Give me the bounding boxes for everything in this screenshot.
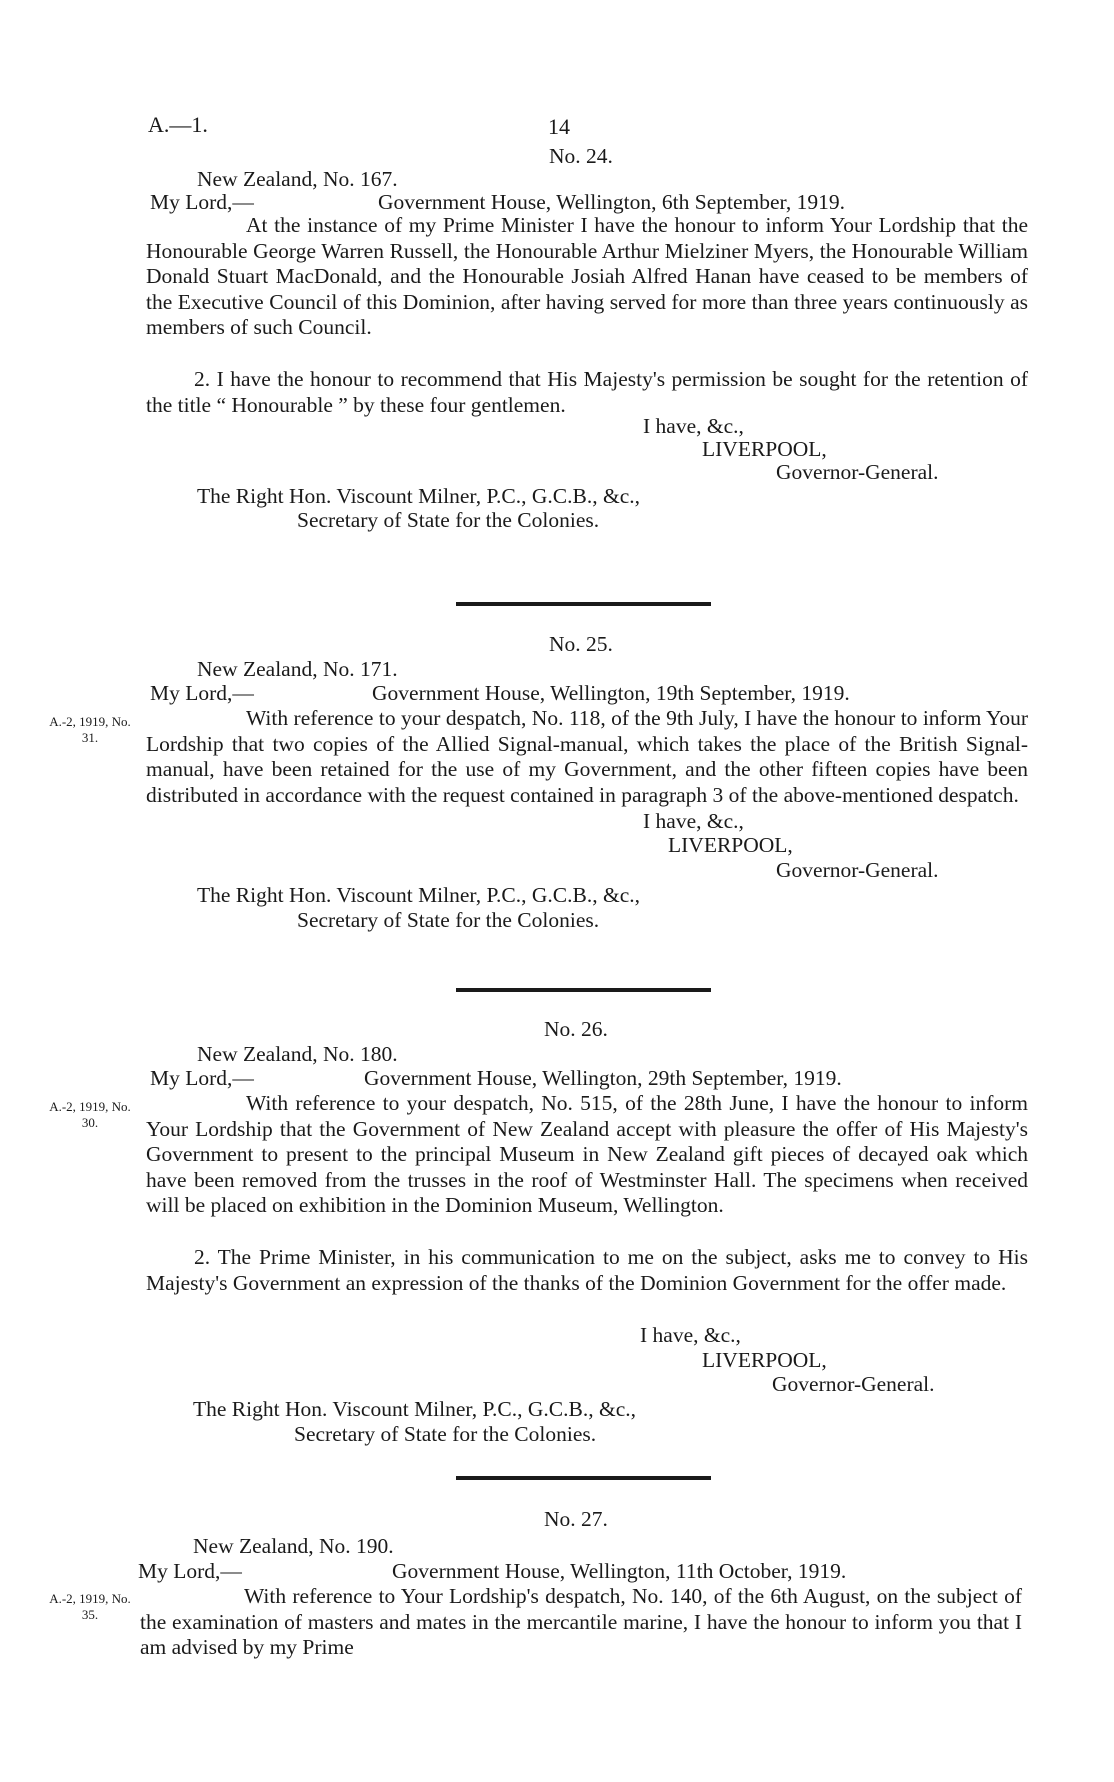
salutation: My Lord,— xyxy=(138,1559,242,1583)
paragraph: With reference to your despatch, No. 515, of the 28th June, I have the honour to inform Your Lordship that the Government of New Zealand accept with pleasure the offer of His Majesty's Government to present to the principal Museum in New Zealand gift pieces of decayed oak which have been removed from the trusses in the roof of Westminster Hall. The specimens when received will be placed on exhibition in the Dominion Museum, Wellington. xyxy=(146,1091,1028,1218)
addressee: The Right Hon. Viscount Milner, P.C., G.C.B., &c., xyxy=(197,883,640,907)
addressee: The Right Hon. Viscount Milner, P.C., G.C.B., &c., xyxy=(197,484,640,508)
place-date: Government House, Wellington, 19th September, 1919. xyxy=(372,681,850,705)
document-code: A.—1. xyxy=(148,112,208,137)
section-divider xyxy=(456,988,711,992)
addressee-title: Secretary of State for the Colonies. xyxy=(294,1422,597,1446)
salutation: My Lord,— xyxy=(150,681,254,705)
closing: I have, &c., xyxy=(643,809,744,833)
closing: I have, &c., xyxy=(640,1323,741,1347)
signatory-title: Governor-General. xyxy=(776,858,939,882)
nz-reference: New Zealand, No. 171. xyxy=(197,657,398,681)
page-number: 14 xyxy=(548,114,570,139)
despatch-number: No. 27. xyxy=(544,1507,608,1531)
despatch-number: No. 24. xyxy=(549,144,613,168)
nz-reference: New Zealand, No. 190. xyxy=(193,1534,394,1558)
despatch-number: No. 26. xyxy=(544,1017,608,1041)
addressee-title: Secretary of State for the Colonies. xyxy=(297,508,600,532)
signatory: LIVERPOOL, xyxy=(702,437,827,461)
paragraph: 2. The Prime Minister, in his communication to me on the subject, asks me to convey to His Majesty's Government an expression of the thanks of the Dominion Government for the offer made. xyxy=(146,1245,1028,1295)
margin-reference: A.-2, 1919, No. 31. xyxy=(49,714,131,745)
place-date: Government House, Wellington, 11th October, 1919. xyxy=(392,1559,847,1583)
place-date: Government House, Wellington, 6th September, 1919. xyxy=(378,190,845,214)
margin-reference: A.-2, 1919, No. 30. xyxy=(49,1099,131,1130)
place-date: Government House, Wellington, 29th September, 1919. xyxy=(364,1066,842,1090)
addressee-title: Secretary of State for the Colonies. xyxy=(297,908,600,932)
section-divider xyxy=(456,602,711,606)
addressee: The Right Hon. Viscount Milner, P.C., G.C.B., &c., xyxy=(193,1397,636,1421)
despatch-number: No. 25. xyxy=(549,632,613,656)
nz-reference: New Zealand, No. 180. xyxy=(197,1042,398,1066)
nz-reference: New Zealand, No. 167. xyxy=(197,167,398,191)
salutation: My Lord,— xyxy=(150,1066,254,1090)
signatory-title: Governor-General. xyxy=(776,460,939,484)
paragraph: 2. I have the honour to recommend that His Majesty's permission be sought for the retention of the title “ Honourable ” by these four gentlemen. xyxy=(146,367,1028,417)
section-divider xyxy=(456,1476,711,1480)
signatory: LIVERPOOL, xyxy=(702,1348,827,1372)
margin-reference: A.-2, 1919, No. 35. xyxy=(49,1591,131,1622)
salutation: My Lord,— xyxy=(150,190,254,214)
paragraph: At the instance of my Prime Minister I have the honour to inform Your Lordship that the Honourable George Warren Russell, the Honourable Arthur Mielziner Myers, the Honourable William Donald Stuart MacDonald, and the Honourable Josiah Alfred Hanan have ceased to be members of the Executive Council of this Dominion, after having served for more than three years continuously as members of such Council. xyxy=(146,213,1028,340)
signatory-title: Governor-General. xyxy=(772,1372,935,1396)
closing: I have, &c., xyxy=(643,414,744,438)
signatory: LIVERPOOL, xyxy=(668,833,793,857)
paragraph: With reference to your despatch, No. 118, of the 9th July, I have the honour to inform Your Lordship that two copies of the Allied Signal-manual, which takes the place of the British Signal-manual, have been retained for the use of my Government, and the other fifteen copies have been distributed in accordance with the request contained in paragraph 3 of the above-mentioned despatch. xyxy=(146,706,1028,807)
paragraph: With reference to Your Lordship's despatch, No. 140, of the 6th August, on the subject of the examination of masters and mates in the mercantile marine, I have the honour to inform you that I am advised by my Prime xyxy=(140,1584,1022,1660)
